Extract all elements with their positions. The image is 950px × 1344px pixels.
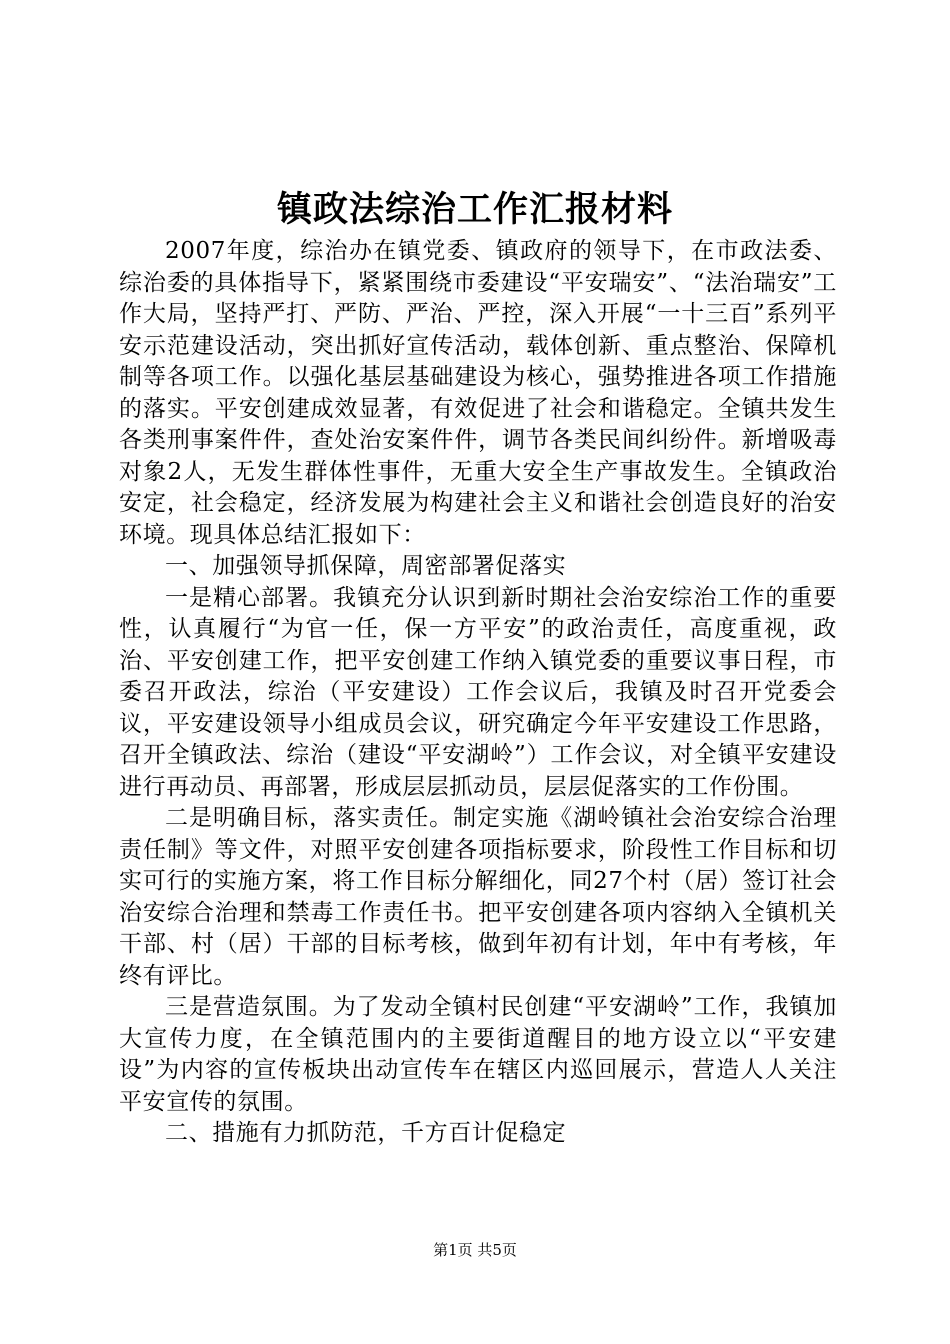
page-number-footer: 第1页 共5页 [433,1241,517,1259]
paragraph-atmosphere: 三是营造氛围。为了发动全镇村民创建“平安湖岭”工作，我镇加大宣传力度，在全镇范围内的主要街道醒目的地方设立以“平安建设”为内容的宣传板块出动宣传车在辖区内巡回展示，营造人人关注平安宣传的氛围。 [119,994,837,1115]
paragraph-intro: 2007年度，综治办在镇党委、镇政府的领导下，在市政法委、综治委的具体指导下，紧紧围绕市委建设“平安瑞安”、“法治瑞安”工作大局，坚持严打、严防、严治、严控，深入开展“一十三百”系列平安示范建设活动，突出抓好宣传活动，载体创新、重点整治、保障机制等各项工作。以强化基层基础建设为核心，强势推进各项工作措施的落实。平安创建成效显著，有效促进了社会和谐稳定。全镇共发生各类刑事案件件，查处治安案件件，调节各类民间纠纷件。新增吸毒对象2人，无发生群体性事件，无重大安全生产事故发生。全镇政治安定，社会稳定，经济发展为构建社会主义和谐社会创造良好的治安环境。现具体总结汇报如下： [119,238,837,548]
document-title: 镇政法综治工作汇报材料 [276,189,673,230]
document-body [119,236,837,1150]
section-heading-1: 一、加强领导抓保障，周密部署促落实 [165,553,567,579]
section-heading-2: 二、措施有力抓防范，千方百计促稳定 [165,1120,567,1146]
paragraph-deployment: 一是精心部署。我镇充分认识到新时期社会治安综治工作的重要性，认真履行“为官一任，保一方平安”的政治责任，高度重视，政治、平安创建工作，把平安创建工作纳入镇党委的重要议事日程，市委召开政法，综治（平安建设）工作会议后，我镇及时召开党委会议，平安建设领导小组成员会议，研究确定今年平安建设工作思路，召开全镇政法、综治（建设“平安湖岭”）工作会议，对全镇平安建设进行再动员、再部署，形成层层抓动员，层层促落实的工作份围。 [119,584,837,800]
paragraph-goals: 二是明确目标，落实责任。制定实施《湖岭镇社会治安综合治理责任制》等文件，对照平安创建各项指标要求，阶段性工作目标和切实可行的实施方案，将工作目标分解细化，同27个村（居）签订社会治安综合治理和禁毒工作责任书。把平安创建各项内容纳入全镇机关干部、村（居）干部的目标考核，做到年初有计划，年中有考核，年终有评比。 [119,805,837,989]
